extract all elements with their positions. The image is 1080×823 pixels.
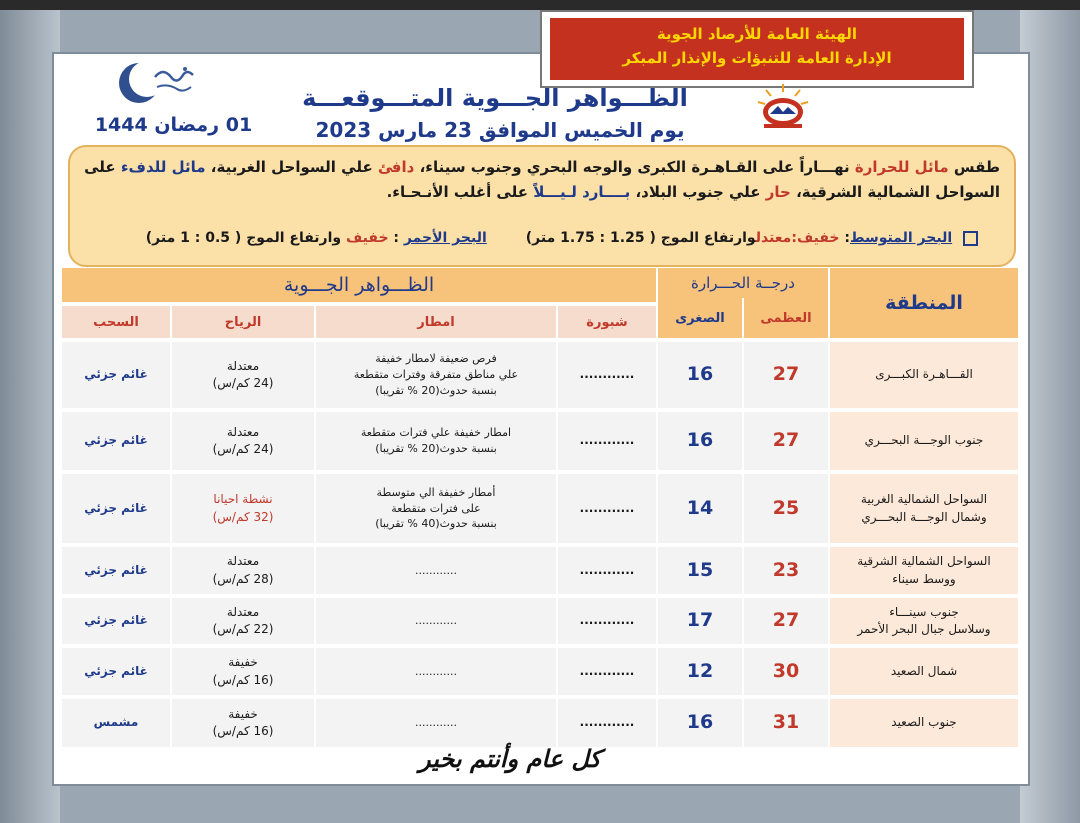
hijri-date: 01 رمضان 1444	[94, 114, 253, 136]
max-temp-cell: 30	[744, 648, 828, 695]
wind-cell: خفيفة (16 كم/س)	[172, 699, 314, 747]
fog-cell: ............	[558, 547, 656, 594]
max-temp-cell: 23	[744, 547, 828, 594]
cloud-cell: غائم جزئي	[62, 598, 170, 644]
summary-text: علي السواحل الغربية،	[210, 158, 373, 176]
region-cell: جنوب الوجـــة البحـــري	[830, 412, 1018, 470]
meteorological-authority-emblem-icon	[752, 82, 814, 130]
crescent-moon-logo-icon	[115, 55, 201, 107]
max-temp-cell: 25	[744, 474, 828, 543]
summary-text: نهـــاراً على القـاهـرة الكبرى والوجه البحري وجنوب سيناء،	[419, 158, 850, 176]
sea-state: البحر المتوسط: خفيف:معتدلوارتفاع الموج ( 1.25 : 1.75 متر) البحر الأحمر : خفيف وارتفاع الموج ( 0.5 : 1 متر)	[98, 230, 978, 246]
fog-cell: ............	[558, 342, 656, 408]
summary-text: طقس	[953, 158, 1000, 176]
med-sea-label: البحر المتوسط	[849, 230, 953, 246]
summary-highlight: مائل للحرارة	[854, 158, 949, 176]
max-temp-cell: 27	[744, 412, 828, 470]
fog-cell: ............	[558, 598, 656, 644]
region-cell: جنوب سينـــاء وسلاسل جبال البحر الأحمر	[830, 598, 1018, 644]
min-temp-cell: 14	[658, 474, 742, 543]
cloud-cell: غائم جزئي	[62, 342, 170, 408]
min-temp-cell: 12	[658, 648, 742, 695]
max-temp-cell: 31	[744, 699, 828, 747]
max-temp-cell: 27	[744, 342, 828, 408]
max-temp-header: العظمى	[744, 298, 828, 338]
wind-cell: معتدلة (22 كم/س)	[172, 598, 314, 644]
wind-cell: نشطة احيانا (32 كم/س)	[172, 474, 314, 543]
forecast-date: يوم الخميس الموافق 23 مارس 2023	[315, 118, 685, 142]
rain-cell: ............	[316, 547, 556, 594]
fog-cell: ............	[558, 474, 656, 543]
summary-text: على السواحل الشمالية الشرقية،	[84, 158, 1000, 201]
wind-cell: معتدلة (24 كم/س)	[172, 342, 314, 408]
summary-highlight: مائل للدفء	[120, 158, 206, 176]
checkbox-icon	[963, 231, 978, 246]
wind-cell: معتدلة (24 كم/س)	[172, 412, 314, 470]
red-sea-label: البحر الأحمر	[403, 230, 487, 246]
med-sea-waves: وارتفاع الموج ( 1.25 : 1.75 متر)	[525, 230, 756, 246]
min-temp-cell: 16	[658, 699, 742, 747]
fog-header: شبورة	[558, 306, 656, 338]
rain-cell: امطار خفيفة علي فترات متقطعة بنسبة حدوث(20 % تقريبا)	[316, 412, 556, 470]
min-temp-cell: 16	[658, 412, 742, 470]
authority-header	[540, 10, 974, 88]
summary-text: علي جنوب البلاد،	[635, 183, 761, 201]
top-bar	[0, 0, 1080, 10]
authority-header-banner	[550, 18, 964, 80]
rain-cell: ............	[316, 648, 556, 695]
summary-highlight: حار	[765, 183, 791, 201]
min-temp-cell: 16	[658, 342, 742, 408]
fog-cell: ............	[558, 648, 656, 695]
med-sea-state: خفيف:معتدل	[755, 230, 840, 246]
rain-cell: فرص ضعيفة لامطار خفيفة علي مناطق متفرقة وفترات متقطعة بنسبة حدوث(20 % تقريبا)	[316, 342, 556, 408]
min-temp-cell: 17	[658, 598, 742, 644]
min-temp-header: الصغرى	[658, 298, 742, 338]
max-temp-cell: 27	[744, 598, 828, 644]
forecast-table	[62, 268, 1018, 748]
red-sea-state: خفيف	[345, 230, 389, 246]
region-cell: جنوب الصعيد	[830, 699, 1018, 747]
summary-highlight: دافئ	[377, 158, 415, 176]
cloud-cell: غائم جزئي	[62, 547, 170, 594]
wind-cell: خفيفة (16 كم/س)	[172, 648, 314, 695]
wind-header: الرياح	[172, 306, 314, 338]
cloud-cell: غائم جزئي	[62, 474, 170, 543]
page-title: الظـــواهر الجـــوية المتـــوقعـــة	[302, 84, 688, 112]
summary-highlight: بــــارد لـيـــلاً	[533, 183, 631, 201]
rain-cell: ............	[316, 598, 556, 644]
fog-cell: ............	[558, 699, 656, 747]
cloud-cell: غائم جزئي	[62, 648, 170, 695]
wind-cell: معتدلة (28 كم/س)	[172, 547, 314, 594]
region-cell: شمال الصعيد	[830, 648, 1018, 695]
region-header: المنطقة	[830, 268, 1018, 338]
cloud-header: السحب	[62, 306, 170, 338]
red-sea-waves: وارتفاع الموج ( 0.5 : 1 متر)	[145, 230, 342, 246]
weather-summary	[68, 145, 1016, 267]
cloud-cell: مشمس	[62, 699, 170, 747]
temperature-header: درجــة الحـــرارة	[658, 268, 828, 298]
department-name: الإدارة العامة للتنبؤات والإنذار المبكر	[622, 49, 892, 67]
summary-text: على أغلب الأنـحـاء.	[386, 183, 528, 201]
region-cell: القـــاهـرة الكبـــرى	[830, 342, 1018, 408]
rain-cell: أمطار خفيفة الي متوسطة على فترات متقطعة بنسبة حدوث(40 % تقريبا)	[316, 474, 556, 543]
region-cell: السواحل الشمالية الشرقية ووسط سيناء	[830, 547, 1018, 594]
rain-header: امطار	[316, 306, 556, 338]
phenomena-header: الظـــواهر الجـــوية	[62, 268, 656, 302]
greeting: كل عام وأنتم بخير	[419, 744, 601, 773]
region-cell: السواحل الشمالية الغربية وشمال الوجـــة البحـــري	[830, 474, 1018, 543]
cloud-cell: غائم جزئي	[62, 412, 170, 470]
rain-cell: ............	[316, 699, 556, 747]
fog-cell: ............	[558, 412, 656, 470]
authority-name: الهيئة العامة للأرصاد الجوية	[656, 25, 858, 43]
min-temp-cell: 15	[658, 547, 742, 594]
background-left	[0, 0, 60, 823]
